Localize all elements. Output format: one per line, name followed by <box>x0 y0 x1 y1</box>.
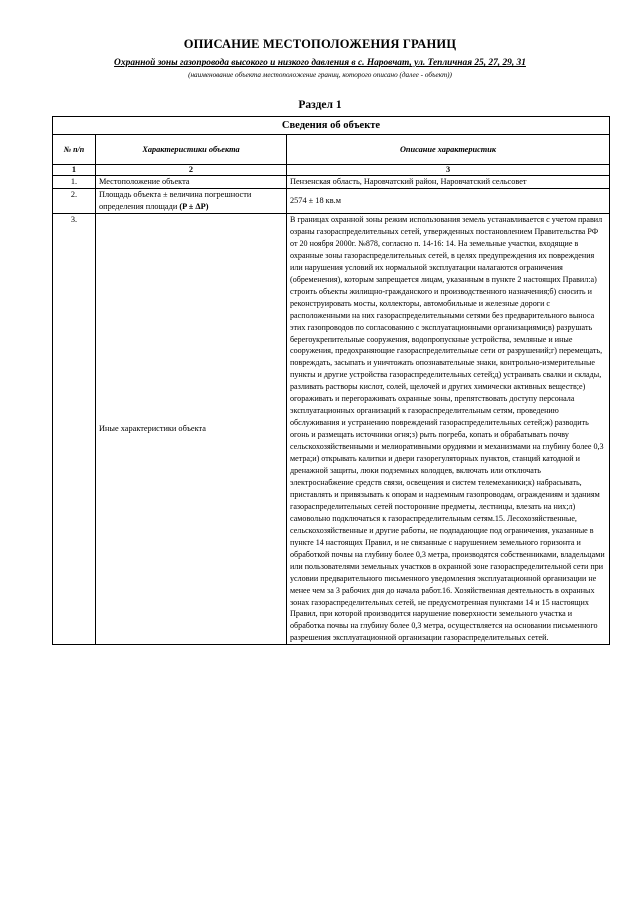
column-number: 1 <box>53 165 96 176</box>
header-characteristic: Характеристики объекта <box>96 135 287 165</box>
row-characteristic-formula: (P ± ΔP) <box>179 202 209 211</box>
row-description: В границах охранной зоны режим использования земель устанавливается с учетом правил озраны газораспределительных сетей, утвержденных постановлением Правительства РФ от 20 ноября 2000г. №878, согласно п. 14-16: 14. На земельные участки, входящие в охранные зоны газораспределительных сетей, в целях предупреждения их повреждения или нарушения условий их нормальной эксплуатации налагаются ограничения (обременения), которым запрещается лицам, указанным в пункте 2 настоящих Правил:а) строить объекты жилищно-гражданского и производственного назначения;б) сносить и реконструировать мосты, коллекторы, автомобильные и железные дороги с расположенными на них газораспределительными сетями без предварительного выноса этих газопроводов по согласованию с эксплуатационными организациями;в) разрушать берегоукрепительные сооружения, водопропускные устройства, земляные и иные сооружения, предохраняющие газораспределительные сети от разрушений;г) перемещать, повреждать, засыпать и уничтожать опознавательные знаки, контрольно-измерительные пункты и другие устройства газораспределительных сетей;д) устраивать свалки и склады, разливать растворы кислот, солей, щелочей и других химически активных веществ;е) огораживать и перегораживать охранные зоны, препятствовать доступу персонала эксплуатационных организаций к газораспределительным сетям, проведению обслуживания и устранению повреждений газораспределительных сетей;ж) разводить огонь и размещать источники огня;з) рыть погреба, копать и обрабатывать почву сельскохозяйственными и мелиоративными орудиями и механизмами на глубину более 0,3 метра;и) открывать калитки и двери газорегуляторных пунктов, станций катодной и дренажной защиты, люки подземных колодцев, включать или отключать электроснабжение средств связи, освещения и систем телемеханики;к) набрасывать, приставлять и привязывать к опорам и надземным газопроводам, ограждениям и зданиям газораспределительных сетей посторонние предметы, лестницы, влезать на них;л) самовольно подключаться к газораспределительным сетям.15. Лесохозяйственные, сельскохозяйственные и другие работы, не подпадающие под ограничения, указанные в пункте 14 настоящих Правил, и не связанные с нарушением земельного горизонта и обработкой почвы на глубину более 0,3 метра, производятся собственниками, владельцами или пользователями земельных участков в охранной зоне газораспределительной сети при условии предварительного письменного уведомления эксплуатационной организации не менее чем за 3 рабочих дня до начала работ.16. Хозяйственная деятельность в охранных зонах газораспределительных сетей, не предусмотренная пунктами 14 и 15 настоящих Правил, при которой производится нарушение поверхности земельного участка и обработка почвы на глубину более 0,3 метра, осуществляется на основании письменного разрешения эксплуатационной организации газораспределительных сетей. <box>287 214 610 645</box>
row-num: 3. <box>53 214 96 645</box>
row-characteristic-text: Площадь объекта ± величина погрешности определения площади <box>99 190 252 211</box>
row-characteristic: Иные характеристики объекта <box>96 214 287 645</box>
header-description: Описание характеристик <box>287 135 610 165</box>
table-caption: Сведения об объекте <box>53 117 610 135</box>
column-number: 2 <box>96 165 287 176</box>
section-heading: Раздел 1 <box>298 99 342 111</box>
table-row <box>53 214 610 645</box>
row-description: 2574 ± 18 кв.м <box>287 189 610 214</box>
table-row <box>53 176 610 189</box>
table-caption-row <box>53 117 610 135</box>
header-num: № п/п <box>53 135 96 165</box>
subtitle-note: (наименование объекта местоположение границ, которого описано (далее - объект)) <box>188 71 452 79</box>
object-info-table <box>52 116 610 645</box>
column-number-row <box>53 165 610 176</box>
table-header-row <box>53 135 610 165</box>
document-subtitle <box>0 58 640 68</box>
document-title: ОПИСАНИЕ МЕСТОПОЛОЖЕНИЯ ГРАНИЦ <box>183 37 457 51</box>
row-characteristic <box>96 189 287 214</box>
row-num: 1. <box>53 176 96 189</box>
table-row <box>53 189 610 214</box>
row-characteristic: Местоположение объекта <box>96 176 287 189</box>
row-description: Пензенская область, Наровчатский район, Наровчатский сельсовет <box>287 176 610 189</box>
column-number: 3 <box>287 165 610 176</box>
object-name: Охранной зоны газопровода высокого и низкого давления в с. Наровчат, ул. Тепличная 25, 27, 29, 31 <box>114 58 526 68</box>
row-num: 2. <box>53 189 96 214</box>
